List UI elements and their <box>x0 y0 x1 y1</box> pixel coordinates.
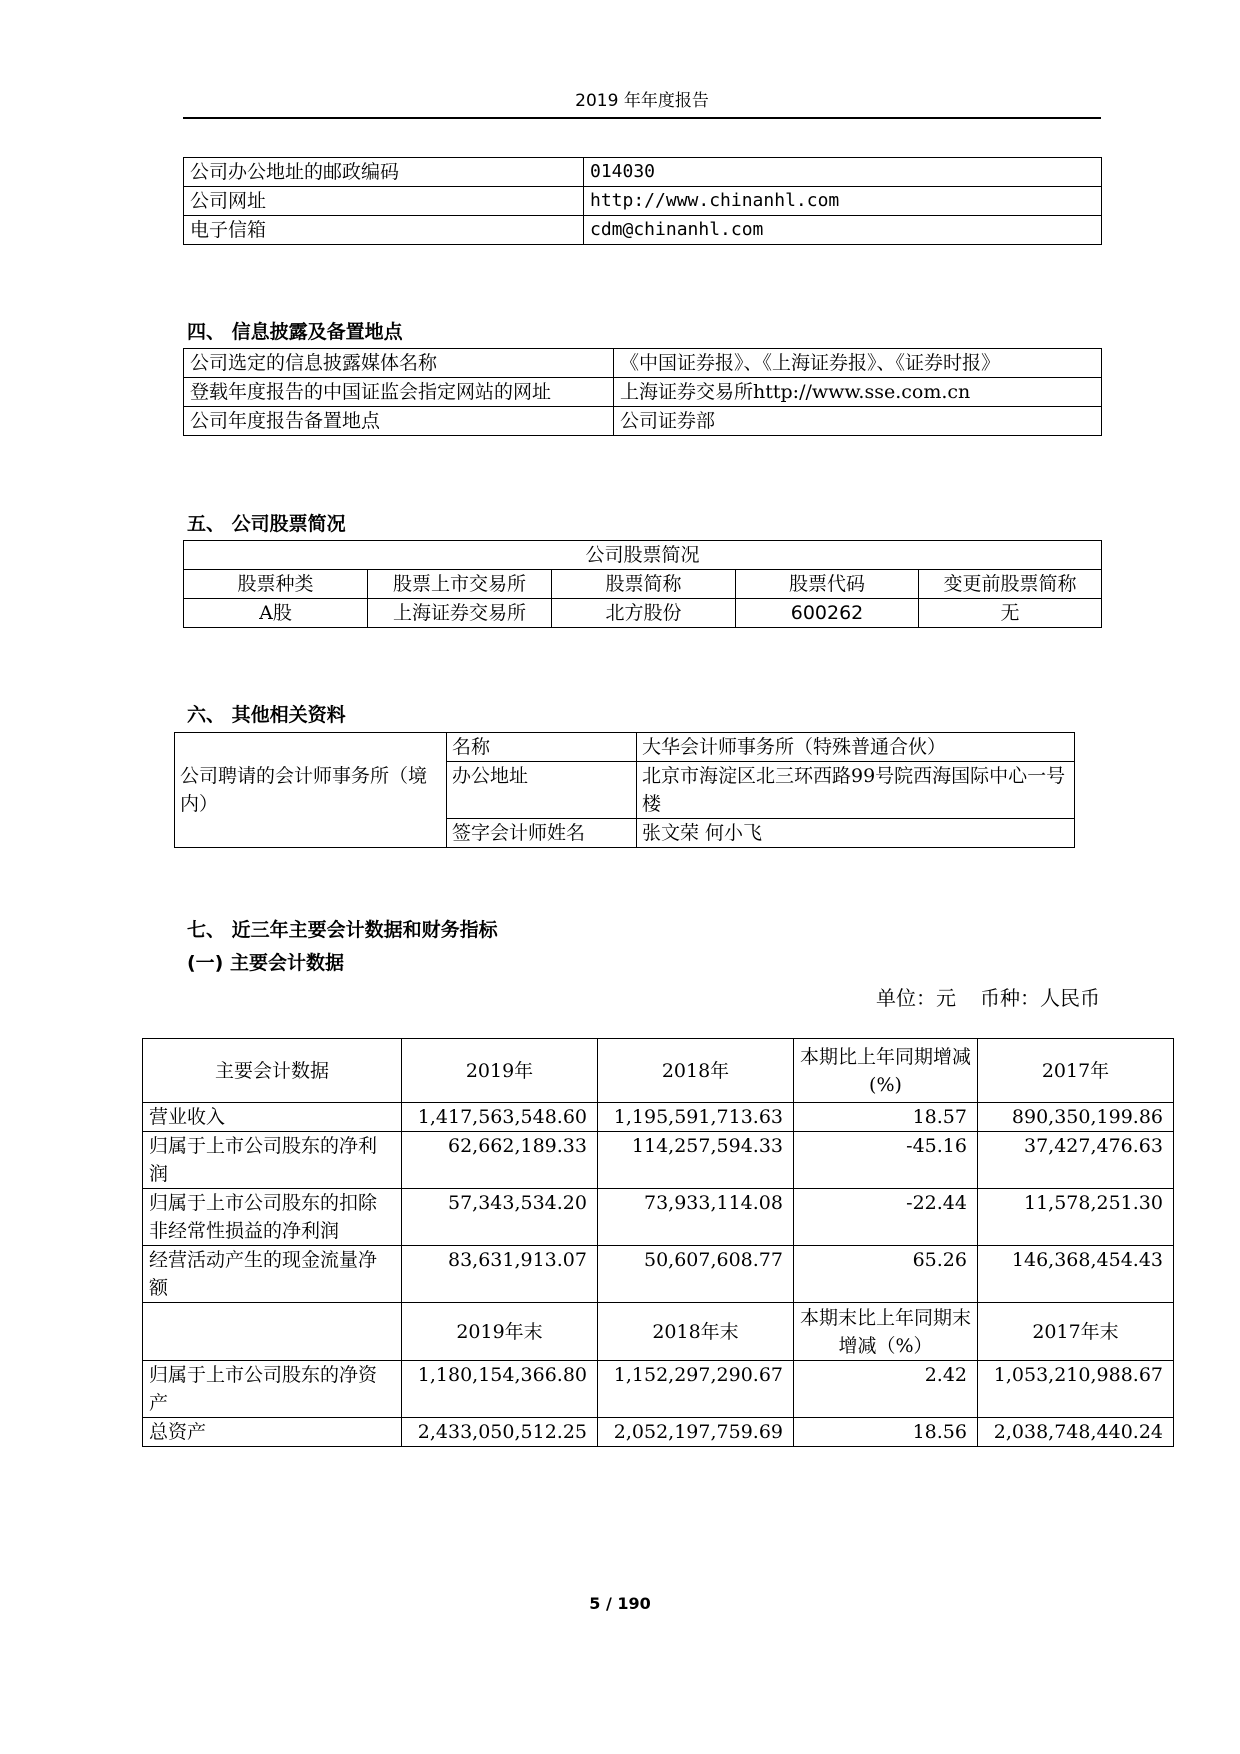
value-2019: 1,180,154,366.80 <box>402 1361 598 1418</box>
value-2019: 62,662,189.33 <box>402 1132 598 1189</box>
section6-title: 六、 其他相关资料 <box>187 704 346 726</box>
website-label: 公司网址 <box>184 187 584 216</box>
header-2017: 2017年 <box>978 1039 1174 1103</box>
auditor-signers-value: 张文荣 何小飞 <box>637 819 1075 848</box>
header-2018: 2018年 <box>598 1039 794 1103</box>
table-header-row <box>143 1039 1174 1103</box>
auditor-name-label: 名称 <box>447 733 637 762</box>
stock-header: 股票上市交易所 <box>368 570 552 599</box>
value-2019: 1,417,563,548.60 <box>402 1103 598 1132</box>
metric-label: 归属于上市公司股东的净资产 <box>143 1361 402 1418</box>
metric-label: 营业收入 <box>143 1103 402 1132</box>
value-2017: 11,578,251.30 <box>978 1189 1174 1246</box>
stock-type: A股 <box>184 599 368 628</box>
email-label: 电子信箱 <box>184 216 584 245</box>
table-row <box>143 1132 1174 1189</box>
table-row <box>143 1103 1174 1132</box>
media-value: 《中国证券报》、《上海证券报》、《证券时报》 <box>614 349 1102 378</box>
auditor-group-label: 公司聘请的会计师事务所（境内） <box>175 733 447 848</box>
accounting-data-table <box>142 1038 1174 1447</box>
table-row <box>143 1189 1174 1246</box>
table-header-row <box>184 570 1102 599</box>
table-caption-row <box>184 541 1102 570</box>
stock-former-name: 无 <box>919 599 1102 628</box>
stock-header: 股票种类 <box>184 570 368 599</box>
value-2019: 83,631,913.07 <box>402 1246 598 1303</box>
contact-table <box>183 157 1102 245</box>
unit-label: 单位：元 <box>876 986 956 1010</box>
page-number: 5 / 190 <box>589 1594 651 1613</box>
postal-code-value: 014030 <box>584 158 1102 187</box>
value-2019: 57,343,534.20 <box>402 1189 598 1246</box>
value-change: 18.57 <box>794 1103 978 1132</box>
metric-label: 总资产 <box>143 1418 402 1447</box>
stock-header: 股票简称 <box>552 570 736 599</box>
value-change: -22.44 <box>794 1189 978 1246</box>
header2-change: 本期末比上年同期末增减（%） <box>794 1303 978 1361</box>
table-row <box>184 378 1102 407</box>
section4-title: 四、 信息披露及备置地点 <box>187 321 403 343</box>
section7-subtitle: (一) 主要会计数据 <box>187 952 344 974</box>
section7-title: 七、 近三年主要会计数据和财务指标 <box>187 919 498 941</box>
value-2017: 2,038,748,440.24 <box>978 1418 1174 1447</box>
header2-2019: 2019年末 <box>402 1303 598 1361</box>
auditor-address-label: 办公地址 <box>447 762 637 819</box>
table-row <box>184 349 1102 378</box>
metric-label: 归属于上市公司股东的扣除非经常性损益的净利润 <box>143 1189 402 1246</box>
stock-header: 变更前股票简称 <box>919 570 1102 599</box>
value-2018: 1,195,591,713.63 <box>598 1103 794 1132</box>
archive-location-label: 公司年度报告备置地点 <box>184 407 614 436</box>
value-2019: 2,433,050,512.25 <box>402 1418 598 1447</box>
currency-label: 币种：人民币 <box>980 986 1100 1010</box>
header2-metric <box>143 1303 402 1361</box>
table-row <box>143 1361 1174 1418</box>
header-2019: 2019年 <box>402 1039 598 1103</box>
value-change: 18.56 <box>794 1418 978 1447</box>
stock-code: 600262 <box>736 599 919 628</box>
section5-title: 五、 公司股票简况 <box>187 513 346 535</box>
page-header: 2019 年年度报告 <box>183 86 1101 119</box>
media-label: 公司选定的信息披露媒体名称 <box>184 349 614 378</box>
metric-label: 归属于上市公司股东的净利润 <box>143 1132 402 1189</box>
table-row <box>143 1246 1174 1303</box>
table-row <box>184 158 1102 187</box>
website-url-value: 上海证券交易所http://www.sse.com.cn <box>614 378 1102 407</box>
stock-exchange: 上海证券交易所 <box>368 599 552 628</box>
table-row <box>184 187 1102 216</box>
table-row <box>184 216 1102 245</box>
archive-location-value: 公司证券部 <box>614 407 1102 436</box>
metric-label: 经营活动产生的现金流量净额 <box>143 1246 402 1303</box>
unit-line <box>876 982 1100 1011</box>
auditor-name-value: 大华会计师事务所（特殊普通合伙） <box>637 733 1075 762</box>
header2-2018: 2018年末 <box>598 1303 794 1361</box>
stock-short-name: 北方股份 <box>552 599 736 628</box>
header-change: 本期比上年同期增减(%) <box>794 1039 978 1103</box>
auditor-address-value: 北京市海淀区北三环西路99号院西海国际中心一号楼 <box>637 762 1075 819</box>
email-value: cdm@chinanhl.com <box>584 216 1102 245</box>
table-header-row <box>143 1303 1174 1361</box>
website-url-label: 登载年度报告的中国证监会指定网站的网址 <box>184 378 614 407</box>
postal-code-label: 公司办公地址的邮政编码 <box>184 158 584 187</box>
value-2018: 2,052,197,759.69 <box>598 1418 794 1447</box>
stock-caption: 公司股票简况 <box>184 541 1102 570</box>
table-row <box>184 407 1102 436</box>
disclosure-table <box>183 348 1102 436</box>
stock-header: 股票代码 <box>736 570 919 599</box>
value-change: -45.16 <box>794 1132 978 1189</box>
table-row <box>175 733 1075 762</box>
stock-table <box>183 540 1102 628</box>
auditor-signers-label: 签字会计师姓名 <box>447 819 637 848</box>
value-2017: 890,350,199.86 <box>978 1103 1174 1132</box>
value-2018: 1,152,297,290.67 <box>598 1361 794 1418</box>
value-2017: 146,368,454.43 <box>978 1246 1174 1303</box>
auditor-table <box>174 732 1075 848</box>
website-value: http://www.chinanhl.com <box>584 187 1102 216</box>
value-2017: 1,053,210,988.67 <box>978 1361 1174 1418</box>
header-metric: 主要会计数据 <box>143 1039 402 1103</box>
value-2018: 73,933,114.08 <box>598 1189 794 1246</box>
value-2018: 114,257,594.33 <box>598 1132 794 1189</box>
value-change: 65.26 <box>794 1246 978 1303</box>
value-2018: 50,607,608.77 <box>598 1246 794 1303</box>
header2-2017: 2017年末 <box>978 1303 1174 1361</box>
value-2017: 37,427,476.63 <box>978 1132 1174 1189</box>
table-row <box>184 599 1102 628</box>
table-row <box>143 1418 1174 1447</box>
value-change: 2.42 <box>794 1361 978 1418</box>
